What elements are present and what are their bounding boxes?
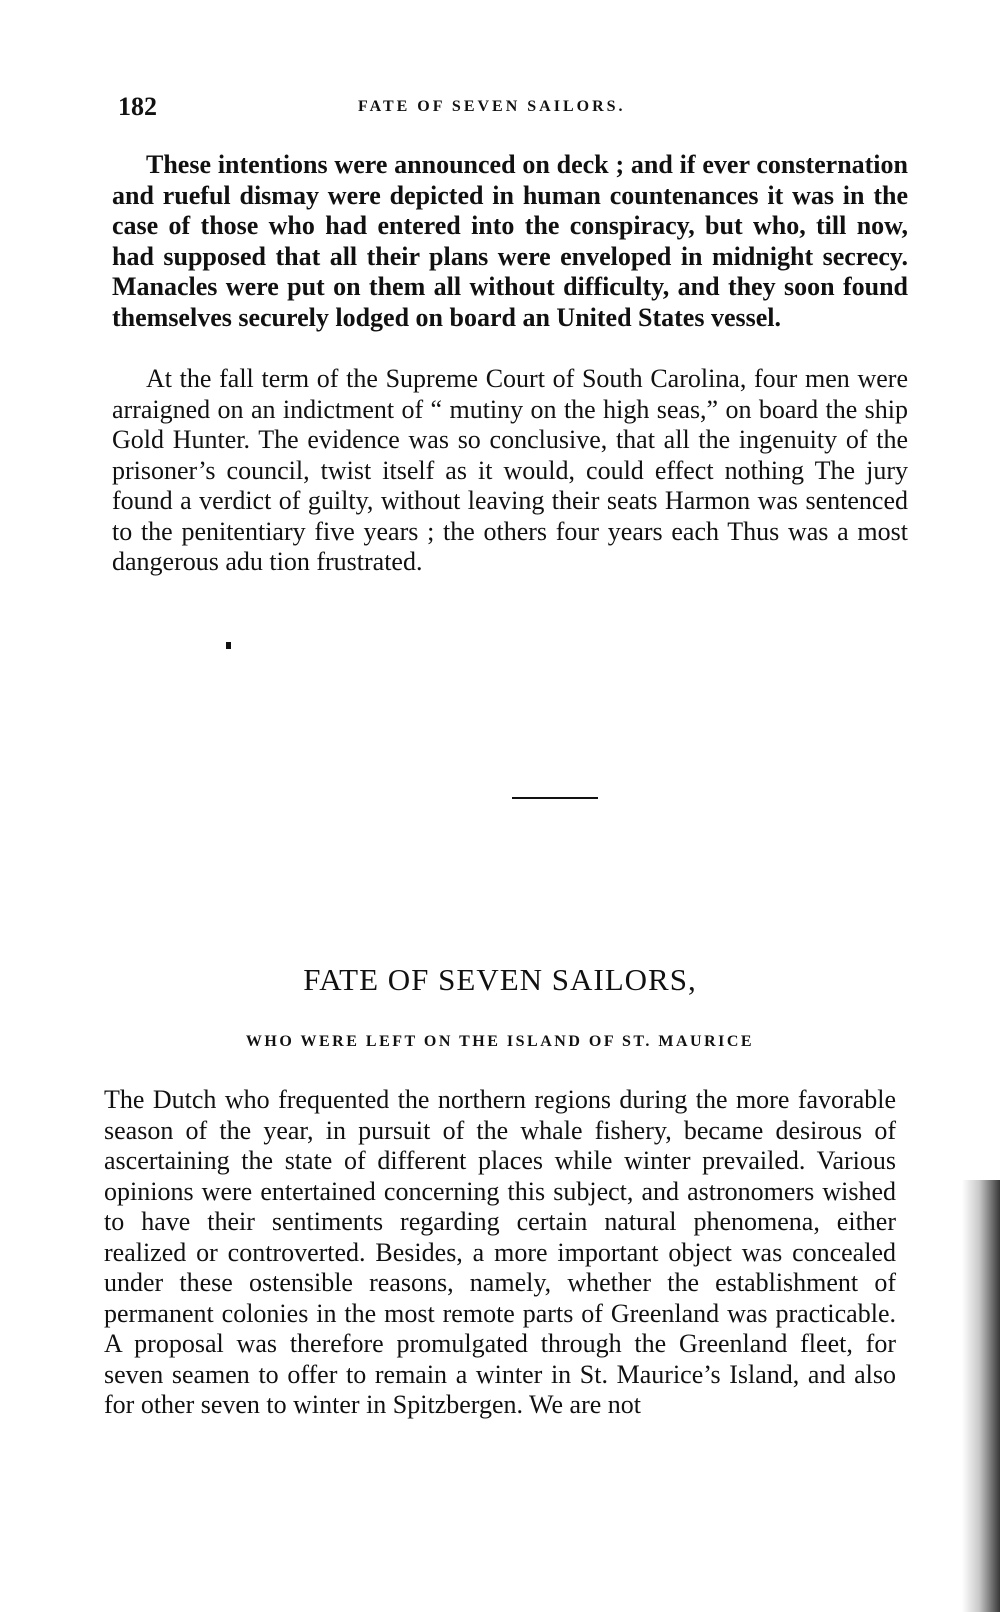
scan-edge-shadow [962,1180,1000,1612]
chapter-title: FATE OF SEVEN SAILORS, [303,962,697,997]
running-head-title: FATE OF SEVEN SAILORS. [358,98,626,115]
chapter-subtitle: WHO WERE LEFT ON THE ISLAND OF ST. MAURICE [245,1033,755,1050]
paragraph-trial: At the fall term of the Supreme Court of South Carolina, four men were arraigned on an indictment of “ mutiny on the high seas,” on board the ship Gold Hunter. The evidence was so conclusive, that all the ingenuity of the prisoner’s council, twist itself as it would, could effect nothing The jury found a verdict of guilty, without leaving their seats Harmon was sentenced to the penitentiary five years ; the others four years each Thus was a most dangerous adu tion frustrated. [112,364,908,576]
paragraph-dutch-whalers: The Dutch who frequented the northern regions during the more favorable season of the year, in pursuit of the whale fishery, became desirous of ascertaining the state of different places while winter prevailed. Various opinions were entertained concerning this subject, and astronomers wished to have their sentiments regarding certain natural phenomena, either realized or controverted. Besides, a more important object was concealed under these ostensible reasons, namely, whether the establishment of permanent colonies in the most remote parts of Greenland was practicable. A proposal was therefore promulgated through the Greenland fleet, for seven seamen to offer to remain a winter in St. Maurice’s Island, and also for other seven to winter in Spitzbergen. We are not [104,1085,896,1419]
page-number: 182 [118,92,157,121]
paragraph-conspiracy: These intentions were announced on deck ; and if ever consternation and rueful dismay were depicted in human countenances it was in the case of those who had entered into the conspiracy, but who, till now, had supposed that all their plans were enveloped in midnight secrecy. Manacles were put on them all without difficulty, and they soon found themselves securely lodged on board an United States vessel. [112,150,908,332]
section-divider [512,797,598,799]
print-mark [226,642,231,649]
